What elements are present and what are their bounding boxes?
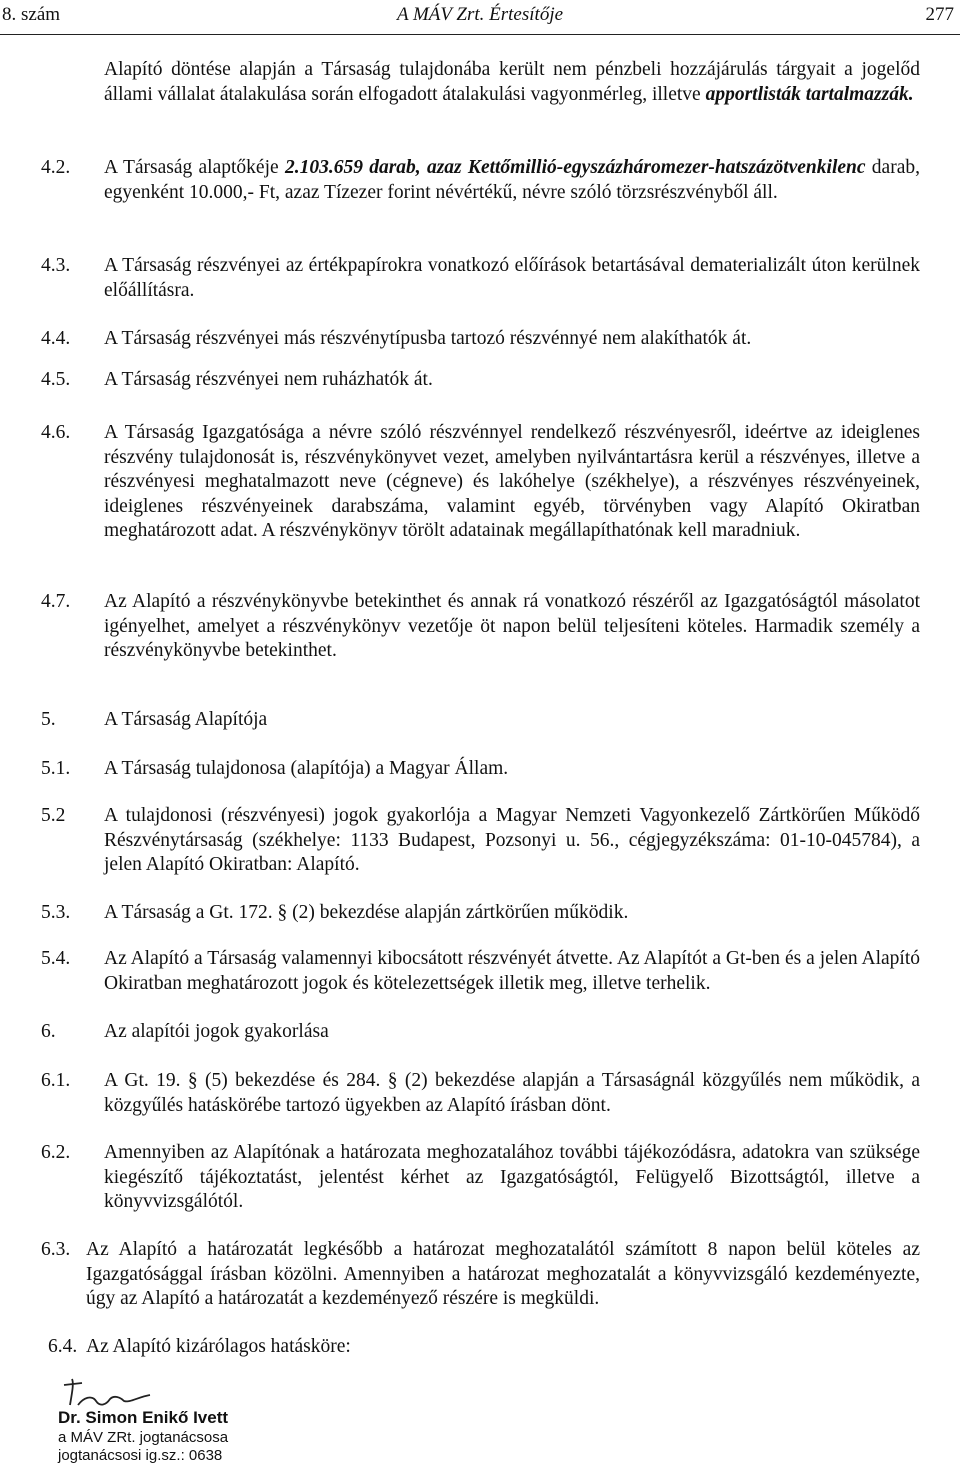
- intro-text: Alapító döntése alapján a Társaság tulajdonába került nem pénzbeli hozzájárulás tárgyait a jogelőd állami vállalat átalakulása során elfogadott átalakulási vagyonmérleg, illetve: [104, 59, 920, 105]
- section-4-2-emphasis: 2.103.659 darab, azaz Kettőmillió-egyszázháromezer-hatszázötvenkilenc: [284, 157, 866, 178]
- stamp-registration: jogtanácsosi ig.sz.: 0638: [58, 1447, 223, 1464]
- section-5-1-text: A Társaság tulajdonosa (alapítója) a Magyar Állam.: [104, 758, 509, 779]
- section-number-5: 5.: [41, 709, 56, 730]
- stamp-title: a MÁV ZRt. jogtanácsosa: [58, 1429, 229, 1446]
- section-6-4-text: Az Alapító kizárólagos hatásköre:: [86, 1336, 351, 1357]
- page-header: [0, 4, 960, 30]
- section-number-4-7: 4.7.: [41, 591, 71, 612]
- section-5-3-text: A Társaság a Gt. 172. § (2) bekezdése alapján zártkörűen működik.: [104, 902, 629, 923]
- intro-paragraph: [104, 58, 920, 107]
- section-5-2-text: A tulajdonosi (részvényesi) jogok gyakorlója a Magyar Nemzeti Vagyonkezelő Zártkörűen Működő Részvénytársaság (székhelye: 1133 Budapest, Pozsonyi u. 56., cégjegyzékszáma: 01-10-045784), a jelen Alapító Okiratban: Alapító.: [104, 805, 920, 875]
- section-number-6-4: 6.4.: [48, 1336, 78, 1357]
- section-4-2-part-a: A Társaság alaptőkéje: [104, 157, 285, 178]
- issue-number: 8. szám: [2, 4, 61, 25]
- publication-title: A MÁV Zrt. Értesítője: [396, 4, 564, 25]
- intro-emphasis: apportlisták tartalmazzák.: [705, 83, 914, 105]
- section-6-2-text: Amennyiben az Alapítónak a határozata meghozatalához további tájékozódásra, adatokra van szüksége kiegészítő tájékoztatást, jelentést kérhet az Igazgatóságtól, Felügyelő Bizottságtól, illetve a könyvvizsgálótól.: [104, 1142, 920, 1212]
- section-6-3-text: Az Alapító a határozatát legkésőbb a határozat meghozatalától számított 8 napon belül köteles az Igazgatósággal írásban közölni. Amennyiben a határozat meghozatalát a könyvvizsgáló kezdeményezte, úgy az Alapító a határozatát a kezdeményező részére is megküldi.: [86, 1239, 920, 1309]
- section-number-6-2: 6.2.: [41, 1142, 71, 1163]
- section-number-6: 6.: [41, 1021, 56, 1042]
- section-4-3-text: A Társaság részvényei az értékpapírokra vonatkozó előírások betartásával dematerializált úton kerülnek előállításra.: [104, 255, 920, 301]
- section-4-7-text: Az Alapító a részvénykönyvbe betekinthet és annak rá vonatkozó részéről az Igazgatóságtól másolatot igényelhet, amelyet a részvénykönyv vezetője öt napon belül teljesíteni köteles. Harmadik személy a részvénykönyvbe betekinthet.: [104, 591, 920, 661]
- stamp-name: Dr. Simon Enikő Ivett: [58, 1408, 229, 1427]
- section-number-5-4: 5.4.: [41, 948, 71, 969]
- section-4-5-text: A Társaság részvényei nem ruházhatók át.: [104, 369, 433, 390]
- section-6-heading: Az alapítói jogok gyakorlása: [104, 1021, 329, 1042]
- section-number-6-3: 6.3.: [41, 1239, 71, 1260]
- section-number-4-4: 4.4.: [41, 328, 71, 349]
- section-5-4-text: Az Alapító a Társaság valamennyi kibocsátott részvényét átvette. Az Alapítót a Gt-ben és a jelen Alapító Okiratban meghatározott jogok és kötelezettségek illetik meg, illetve terhelik.: [104, 948, 920, 994]
- section-number-6-1: 6.1.: [41, 1070, 71, 1091]
- section-4-6-text: A Társaság Igazgatósága a névre szóló részvénnyel rendelkező részvényesről, ideértve az ideiglenes részvény tulajdonosát is, részvénykönyvet vezet, amelyben nyilvántartásra kerül a részvényes, illetve a részvényesi meghatalmazott neve (cégneve) és lakóhelye (székhelye), a részvényes részvényeinek, ideiglenes részvényeinek darabszáma, valamint egyéb, törvényben vagy Alapító Okiratban meghatározott adat. A részvénykönyv törölt adatainak megállapíthatónak kell maradniuk.: [104, 422, 920, 541]
- section-number-4-6: 4.6.: [41, 422, 71, 443]
- signature-stamp: [28, 1375, 288, 1470]
- section-number-4-3: 4.3.: [41, 255, 71, 276]
- section-number-4-2: 4.2.: [41, 157, 71, 178]
- section-number-5-3: 5.3.: [41, 902, 71, 923]
- section-number-5-2: 5.2: [41, 805, 66, 826]
- page-number: 277: [925, 4, 954, 25]
- header-rule: [0, 34, 960, 35]
- section-4-4-text: A Társaság részvényei más részvénytípusba tartozó részvénnyé nem alakíthatók át.: [104, 328, 752, 349]
- section-4-2-text: [104, 156, 920, 205]
- section-number-5-1: 5.1.: [41, 758, 71, 779]
- section-6-1-text: A Gt. 19. § (5) bekezdése és 284. § (2) bekezdése alapján a Társaságnál közgyűlés nem működik, a közgyűlés hatáskörébe tartozó ügyekben az Alapító írásban dönt.: [104, 1070, 920, 1116]
- section-number-4-5: 4.5.: [41, 369, 71, 390]
- section-4-2-part-c: darab, egyenként 10.000,- Ft, azaz Tízezer forint névértékű, névre szóló törzsrészvényből áll.: [104, 157, 920, 203]
- section-5-heading: A Társaság Alapítója: [104, 709, 268, 730]
